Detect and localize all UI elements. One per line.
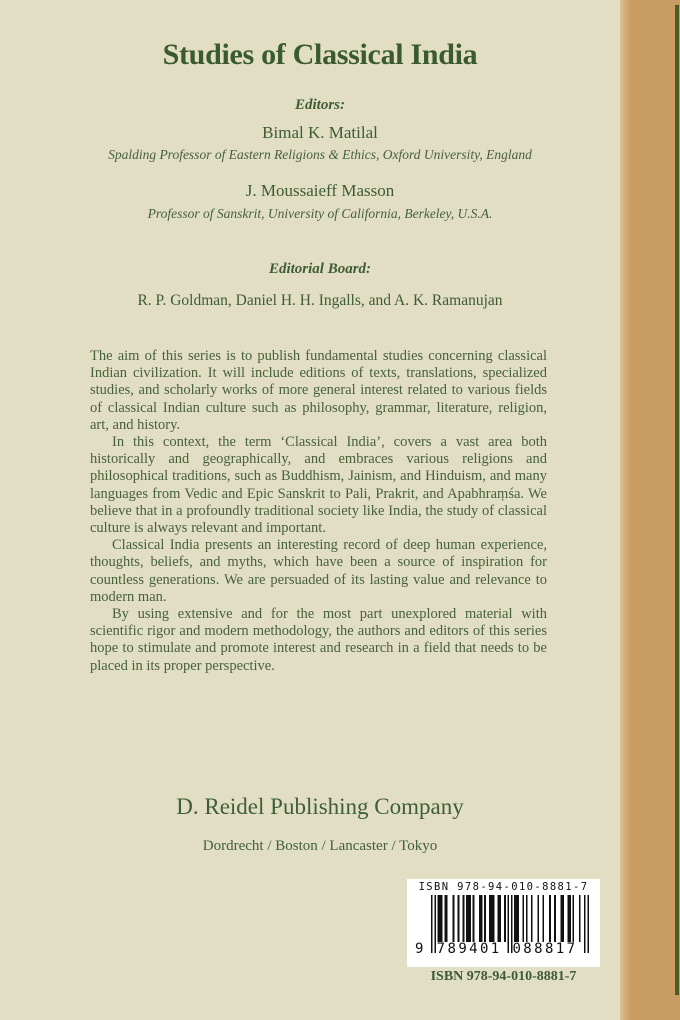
editor-name: Bimal K. Matilal <box>262 123 378 142</box>
description-paragraph: The aim of this series is to publish fundamental studies concerning classical Indian civilization. It will include editions of texts, translations, specialized studies, and scholarly works of more general interest related to various fields of classical Indian culture such as philosophy, grammar, literature, religion, art, and history. <box>90 348 547 433</box>
editor-name: J. Moussaieff Masson <box>245 181 395 200</box>
editors-heading: Editors: <box>294 97 345 113</box>
series-description <box>90 348 547 675</box>
editorial-board-heading: Editorial Board: <box>268 261 372 277</box>
editor-affiliation: Spalding Professor of Eastern Religions & Ethics, Oxford University, England <box>108 147 532 162</box>
isbn-caption: ISBN 978-94-010-8881-7 <box>430 969 577 984</box>
barcode-digits: 9 789401 088817 <box>415 941 578 957</box>
publisher-cities: Dordrecht / Boston / Lancaster / Tokyo <box>202 838 438 854</box>
description-paragraph: In this context, the term ‘Classical India’, covers a vast area both historically and geographically, and embraces various religions and philosophical traditions, such as Buddhism, Jainism, and Hinduism, and many languages from Vedic and Epic Sanskrit to Pali, Prakrit, and Apabhraṃśa. We believe that in a profoundly traditional society like India, the study of classical culture is always relevant and important. <box>90 434 547 537</box>
spine-stripe <box>620 0 680 1020</box>
series-title: Studies of Classical India <box>162 38 478 71</box>
publisher-name: D. Reidel Publishing Company <box>176 794 464 819</box>
editor-affiliation: Professor of Sanskrit, University of California, Berkeley, U.S.A. <box>147 206 493 221</box>
description-paragraph: Classical India presents an interesting record of deep human experience, thoughts, beliefs, and myths, which have been a source of inspiration for countless generations. We are persuaded of its lasting value and relevance to modern man. <box>90 537 547 605</box>
barcode-isbn-text: ISBN 978-94-010-8881-7 <box>418 881 589 893</box>
description-paragraph: By using extensive and for the most part unexplored material with scientific rigor and modern methodology, the authors and editors of this series hope to stimulate and promote interest and research in a field that needs to be placed in its proper perspective. <box>90 606 547 674</box>
barcode-panel <box>407 879 600 967</box>
spine-edge-line <box>675 5 679 995</box>
editorial-board-names: R. P. Goldman, Daniel H. H. Ingalls, and A. K. Ramanujan <box>137 292 503 309</box>
